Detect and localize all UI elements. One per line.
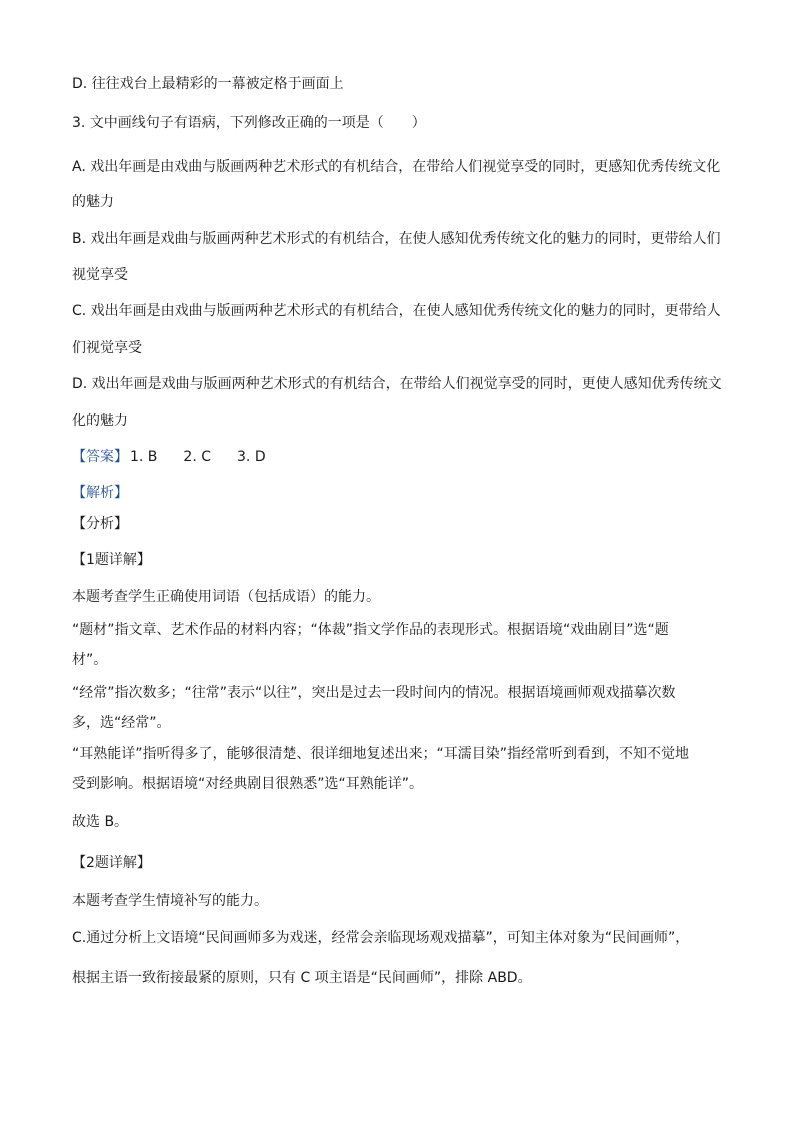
q1-detail-intro: 本题考查学生正确使用词语（包括成语）的能力。 — [72, 589, 380, 605]
answer-3: 3. D — [237, 449, 266, 465]
q1-detail-p2-line-1: “经常”指次数多；“往常”表示“以往”，突出是过去一段时间内的情况。根据语境画师观戏描摹次数 — [72, 685, 676, 701]
q1-detail-p3-line-1: “耳熟能详”指听得多了，能够很清楚、很详细地复述出来；“耳濡目染”指经常听到看到，不知不觉地 — [72, 746, 690, 762]
analysis-heading: 【分析】 — [72, 516, 128, 532]
option-d-q2: D. 往往戏台上最精彩的一幕被定格于画面上 — [72, 76, 344, 92]
option-a-line-1: A. 戏出年画是由戏曲与版画两种艺术形式的有机结合，在带给人们视觉享受的同时，更感知优秀传统文化 — [72, 159, 721, 175]
answer-1: 1. B — [130, 449, 158, 465]
option-b-line-2: 视觉享受 — [72, 267, 128, 283]
option-c-line-2: 们视觉享受 — [72, 340, 142, 356]
q1-detail-heading: 【1题详解】 — [72, 552, 151, 568]
q1-conclusion: 故选 B。 — [72, 814, 129, 830]
option-d-line-2: 化的魅力 — [72, 413, 128, 429]
option-c-line-1: C. 戏出年画是由戏曲与版画两种艺术形式的有机结合，在使人感知优秀传统文化的魅力的同时，更带给人 — [72, 303, 721, 319]
analysis-label: 【解析】 — [72, 485, 128, 501]
option-b-line-1: B. 戏出年画是戏曲与版画两种艺术形式的有机结合，在使人感知优秀传统文化的魅力的同时，更带给人们 — [72, 231, 721, 247]
option-d-line-1: D. 戏出年画是戏曲与版画两种艺术形式的有机结合，在带给人们视觉享受的同时，更使人感知优秀传统文 — [72, 376, 722, 392]
q2-detail-p1-line-1: C.通过分析上文语境“民间画师多为戏迷，经常会亲临现场观戏描摹”，可知主体对象为“民间画师”， — [72, 930, 690, 946]
question-3-stem: 3. 文中画线句子有语病，下列修改正确的一项是（ ） — [72, 115, 426, 131]
answer-label: 【答案】 — [72, 449, 128, 465]
q1-detail-p1-line-1: “题材”指文章、艺术作品的材料内容；“体裁”指文学作品的表现形式。根据语境“戏曲剧目”选“题 — [72, 622, 669, 638]
option-a-line-2: 的魅力 — [72, 194, 114, 210]
answer-2: 2. C — [183, 449, 212, 465]
q2-detail-heading: 【2题详解】 — [72, 855, 151, 871]
q1-detail-p2-line-2: 多，选“经常”。 — [72, 715, 171, 731]
q2-detail-intro: 本题考查学生情境补写的能力。 — [72, 893, 268, 909]
q2-detail-p1-line-2: 根据主语一致衔接最紧的原则，只有 C 项主语是“民间画师”，排除 ABD。 — [72, 970, 532, 986]
q1-detail-p1-line-2: 材”。 — [72, 652, 108, 668]
q1-detail-p3-line-2: 受到影响。根据语境“对经典剧目很熟悉”选“耳熟能详”。 — [72, 776, 424, 792]
answer-line — [72, 447, 292, 467]
